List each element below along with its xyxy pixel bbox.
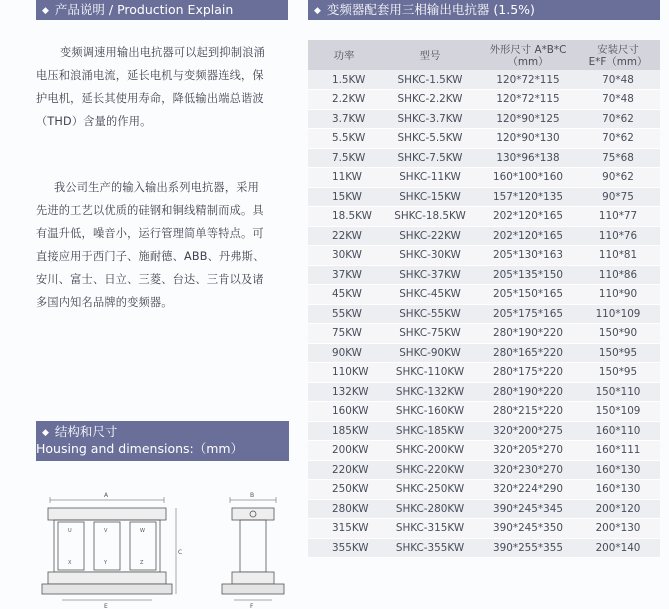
header-text: 型号 (419, 50, 441, 62)
cell-model: SHKC-250KW (380, 480, 480, 500)
cell-mounting: 75*68 (576, 148, 660, 168)
section-title: 产品说明 / Production Explain (54, 2, 234, 17)
cell-dimensions: 320*224*290 (480, 480, 576, 500)
cell-mounting: 110*86 (576, 265, 660, 285)
cell-power: 315KW (308, 519, 380, 539)
cell-mounting: 110*81 (576, 246, 660, 266)
table-row (308, 324, 660, 344)
cell-model: SHKC-132KW (380, 382, 480, 402)
cell-dimensions: 202*120*165 (480, 207, 576, 227)
spec-table (308, 40, 660, 558)
cell-mounting: 160*110 (576, 421, 660, 441)
cell-model: SHKC-160KW (380, 402, 480, 422)
dim-label-f: F (250, 603, 254, 609)
cell-power: 7.5KW (308, 148, 380, 168)
section-header-product (36, 0, 288, 20)
table-row (308, 148, 660, 168)
table-row (308, 382, 660, 402)
table-row (308, 441, 660, 461)
cell-dimensions: 205*130*163 (480, 246, 576, 266)
header-text: 安装尺寸 (597, 44, 639, 56)
text-line: 护电机，延长其使用寿命，降低输出端总谐波 (36, 92, 264, 105)
cell-model: SHKC-220KW (380, 460, 480, 480)
cell-dimensions: 280*190*220 (480, 324, 576, 344)
cell-power: 15KW (308, 187, 380, 207)
cell-power: 110KW (308, 363, 380, 383)
section-header-structure (36, 421, 289, 461)
header-text: E*F（mm） (588, 56, 648, 68)
cell-power: 90KW (308, 343, 380, 363)
cell-model: SHKC-37KW (380, 265, 480, 285)
cell-mounting: 70*62 (576, 109, 660, 129)
cell-mounting: 90*75 (576, 187, 660, 207)
table-row (308, 285, 660, 305)
text-line: 电压和浪涌电流，延长电机与变频器连线，保 (36, 69, 264, 82)
table-row (308, 265, 660, 285)
text-line: 先进的工艺以优质的硅钢和铜线精制而成。具 (36, 204, 264, 217)
table-row (308, 519, 660, 539)
cell-power: 30KW (308, 246, 380, 266)
cell-dimensions: 320*200*275 (480, 421, 576, 441)
cell-power: 132KW (308, 382, 380, 402)
cell-power: 250KW (308, 480, 380, 500)
section-title: 结构和尺寸 (54, 424, 118, 439)
cell-model: SHKC-185KW (380, 421, 480, 441)
table-row (308, 90, 660, 110)
cell-dimensions: 205*175*165 (480, 304, 576, 324)
cell-power: 22KW (308, 226, 380, 246)
cell-dimensions: 202*120*165 (480, 226, 576, 246)
table-row (308, 226, 660, 246)
cell-dimensions: 320*230*270 (480, 460, 576, 480)
cell-dimensions: 280*215*220 (480, 402, 576, 422)
cell-power: 3.7KW (308, 109, 380, 129)
company-description (36, 176, 294, 314)
cell-model: SHKC-90KW (380, 343, 480, 363)
table-row (308, 168, 660, 188)
dim-label-a: A (104, 492, 109, 499)
cell-model: SHKC-22KW (380, 226, 480, 246)
diamond-icon: ◆ (42, 428, 49, 438)
cell-model: SHKC-3.7KW (380, 109, 480, 129)
terminal-label-y: Y (104, 560, 108, 566)
table-row (308, 304, 660, 324)
cell-power: 11KW (308, 168, 380, 188)
table-row (308, 460, 660, 480)
product-description (36, 41, 294, 133)
cell-mounting: 70*48 (576, 70, 660, 90)
cell-model: SHKC-75KW (380, 324, 480, 344)
cell-power: 185KW (308, 421, 380, 441)
header-dimensions (480, 40, 576, 70)
terminal-label-v: V (104, 528, 108, 534)
cell-power: 45KW (308, 285, 380, 305)
cell-mounting: 160*130 (576, 480, 660, 500)
cell-power: 355KW (308, 538, 380, 558)
table-row (308, 70, 660, 90)
table-row (308, 538, 660, 558)
table-row (308, 109, 660, 129)
cell-mounting: 110*90 (576, 285, 660, 305)
cell-power: 220KW (308, 460, 380, 480)
text-line: 直接应用于西门子、施耐德、ABB、丹弗斯、 (36, 250, 265, 263)
cell-dimensions: 280*190*220 (480, 382, 576, 402)
table-row (308, 363, 660, 383)
cell-dimensions: 280*175*220 (480, 363, 576, 383)
terminal-label-w: W (140, 528, 145, 534)
cell-mounting: 160*130 (576, 460, 660, 480)
cell-power: 55KW (308, 304, 380, 324)
section-title: 变频器配套用三相输出电抗器 (1.5%) (326, 2, 535, 17)
section-header-table (308, 0, 660, 20)
text-line: 变频调速用输出电抗器可以起到抑制浪涌 (60, 46, 265, 59)
cell-dimensions: 280*165*220 (480, 343, 576, 363)
table-row (308, 129, 660, 149)
cell-model: SHKC-11KW (380, 168, 480, 188)
cell-model: SHKC-5.5KW (380, 129, 480, 149)
text-line: 安川、富士、日立、三菱、台达、三肯以及诸 (36, 273, 264, 286)
terminal-label-z: Z (140, 560, 144, 566)
cell-model: SHKC-55KW (380, 304, 480, 324)
text-line: （THD）含量的作用。 (36, 115, 152, 128)
diamond-icon: ◆ (42, 6, 49, 16)
cell-power: 75KW (308, 324, 380, 344)
dim-label-b: B (250, 492, 255, 499)
header-power (308, 40, 380, 70)
section-subtitle: Housing and dimensions:（mm） (36, 441, 244, 456)
diamond-icon: ◆ (314, 6, 321, 16)
cell-dimensions: 120*90*125 (480, 109, 576, 129)
text-line: 有温升低，噪音小，运行管理简单等特点。可 (36, 227, 264, 240)
cell-dimensions: 390*255*355 (480, 538, 576, 558)
cell-dimensions: 320*205*270 (480, 441, 576, 461)
cell-power: 200KW (308, 441, 380, 461)
cell-dimensions: 157*120*135 (480, 187, 576, 207)
cell-power: 18.5KW (308, 207, 380, 227)
dimension-drawing (36, 488, 326, 609)
header-text: 功率 (333, 50, 355, 62)
dim-label-c: C (178, 549, 183, 556)
cell-mounting: 150*109 (576, 402, 660, 422)
terminal-label-x: X (68, 560, 72, 566)
cell-model: SHKC-280KW (380, 499, 480, 519)
cell-power: 37KW (308, 265, 380, 285)
cell-model: SHKC-7.5KW (380, 148, 480, 168)
cell-model: SHKC-15KW (380, 187, 480, 207)
header-mounting (576, 40, 660, 70)
cell-dimensions: 130*96*138 (480, 148, 576, 168)
terminal-label-u: U (68, 528, 72, 534)
table-row (308, 480, 660, 500)
cell-mounting: 150*95 (576, 363, 660, 383)
cell-dimensions: 390*245*345 (480, 499, 576, 519)
table-row (308, 343, 660, 363)
cell-mounting: 110*76 (576, 226, 660, 246)
cell-model: SHKC-18.5KW (380, 207, 480, 227)
table-row (308, 402, 660, 422)
dim-label-e: E (104, 603, 108, 609)
cell-mounting: 70*48 (576, 90, 660, 110)
cell-model: SHKC-2.2KW (380, 90, 480, 110)
cell-mounting: 150*110 (576, 382, 660, 402)
header-text: 外形尺寸 A*B*C (489, 44, 567, 56)
cell-model: SHKC-1.5KW (380, 70, 480, 90)
cell-mounting: 200*120 (576, 499, 660, 519)
cell-power: 1.5KW (308, 70, 380, 90)
cell-dimensions: 205*150*165 (480, 285, 576, 305)
table-row (308, 207, 660, 227)
cell-dimensions: 120*72*115 (480, 90, 576, 110)
front-view (42, 492, 182, 609)
cell-model: SHKC-315KW (380, 519, 480, 539)
text-line: 我公司生产的输入输出系列电抗器，采用 (54, 181, 259, 194)
table-row (308, 499, 660, 519)
table-header-row (308, 40, 660, 70)
cell-dimensions: 160*100*160 (480, 168, 576, 188)
cell-power: 280KW (308, 499, 380, 519)
cell-power: 2.2KW (308, 90, 380, 110)
table-row (308, 421, 660, 441)
cell-power: 160KW (308, 402, 380, 422)
side-view (222, 492, 284, 609)
cell-mounting: 200*140 (576, 538, 660, 558)
table-row (308, 246, 660, 266)
cell-mounting: 110*109 (576, 304, 660, 324)
header-model (380, 40, 480, 70)
cell-dimensions: 120*72*115 (480, 70, 576, 90)
cell-mounting: 70*62 (576, 129, 660, 149)
cell-model: SHKC-355KW (380, 538, 480, 558)
cell-model: SHKC-45KW (380, 285, 480, 305)
cell-power: 5.5KW (308, 129, 380, 149)
cell-mounting: 200*130 (576, 519, 660, 539)
cell-mounting: 90*62 (576, 168, 660, 188)
cell-mounting: 110*77 (576, 207, 660, 227)
table-row (308, 187, 660, 207)
cell-mounting: 160*111 (576, 441, 660, 461)
cell-mounting: 150*95 (576, 343, 660, 363)
header-text: （mm） (507, 56, 549, 68)
cell-model: SHKC-30KW (380, 246, 480, 266)
cell-dimensions: 390*245*350 (480, 519, 576, 539)
cell-model: SHKC-200KW (380, 441, 480, 461)
cell-dimensions: 205*135*150 (480, 265, 576, 285)
text-line: 多国内知名品牌的变频器。 (36, 296, 173, 309)
cell-model: SHKC-110KW (380, 363, 480, 383)
cell-dimensions: 120*90*130 (480, 129, 576, 149)
cell-mounting: 150*90 (576, 324, 660, 344)
